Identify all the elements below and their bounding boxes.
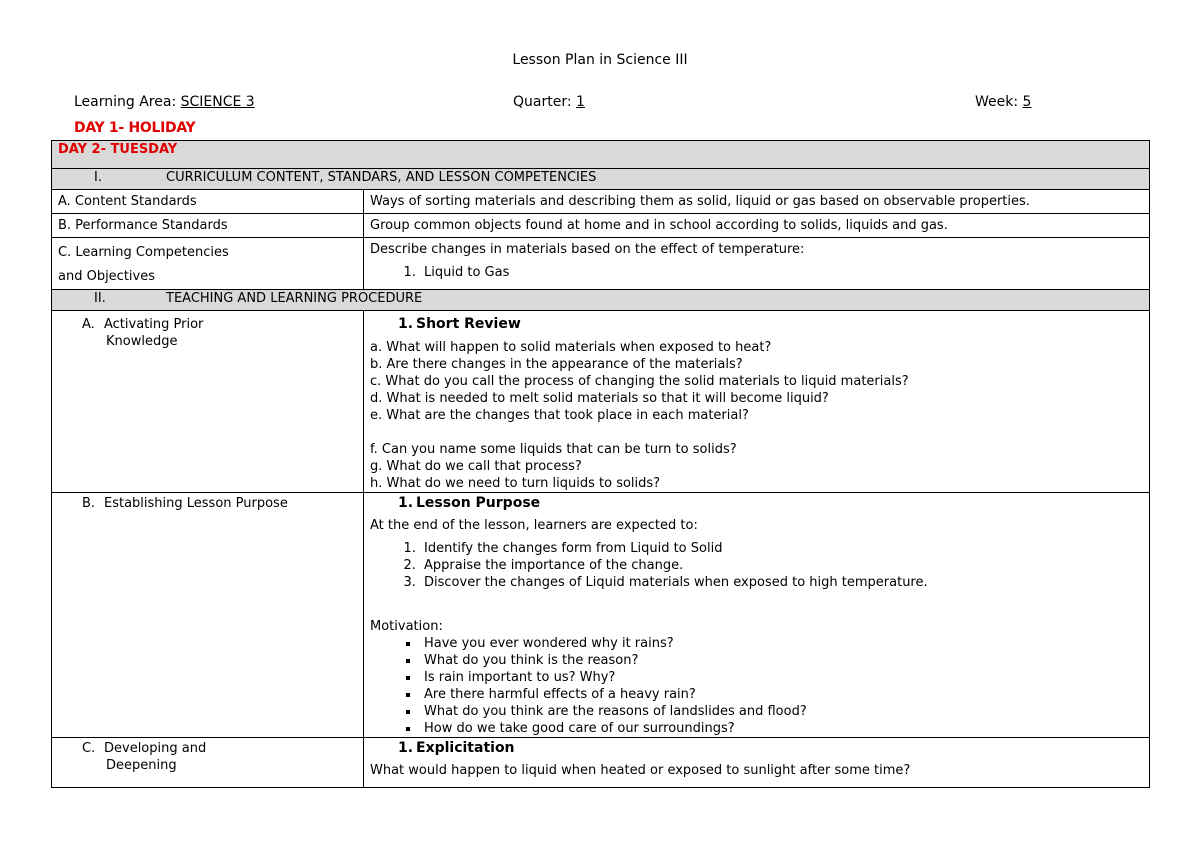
list-item: 1. Identify the changes form from Liquid to Solid xyxy=(420,540,1143,557)
list-item: g. What do we call that process? xyxy=(370,459,582,474)
content-standards-row xyxy=(52,190,1150,214)
developing-content xyxy=(364,738,1150,788)
content-standards-value: Ways of sorting materials and describing them as solid, liquid or gas based on observable properties. xyxy=(364,190,1150,214)
list-item: ▪ What do you think is the reason? xyxy=(420,652,1143,669)
section1-title: CURRICULUM CONTENT, STANDARS, AND LESSON COMPETENCIES xyxy=(166,170,597,185)
list-item: a. What will happen to solid materials when exposed to heat? xyxy=(370,340,772,355)
activating-label xyxy=(52,311,364,493)
list-item: 3. Discover the changes of Liquid materials when exposed to high temperature. xyxy=(420,574,1143,591)
list-item: h. What do we need to turn liquids to solids? xyxy=(370,476,661,491)
lesson-purpose-number: 1. xyxy=(398,495,414,511)
purpose-intro: At the end of the lesson, learners are expected to: xyxy=(370,518,698,533)
activating-row xyxy=(52,311,1150,493)
motivation-label: Motivation: xyxy=(370,619,443,634)
competencies-label-line2: and Objectives xyxy=(58,269,156,284)
lesson-purpose-heading xyxy=(370,495,1143,512)
performance-standards-label: B. Performance Standards xyxy=(52,214,364,238)
learning-area-label: Learning Area: xyxy=(74,94,181,110)
explicitation-heading xyxy=(370,740,1143,757)
list-item: 2. Appraise the importance of the change. xyxy=(420,557,1143,574)
performance-standards-value: Group common objects found at home and in school according to solids, liquids and gas. xyxy=(364,214,1150,238)
list-item: ▪ What do you think are the reasons of landslides and flood? xyxy=(420,703,1143,720)
purpose-row xyxy=(52,493,1150,738)
developing-label-line1: Developing and xyxy=(104,741,207,756)
objectives-list xyxy=(370,540,1143,591)
list-item: ▪ Is rain important to us? Why? xyxy=(420,669,1143,686)
section2-row xyxy=(52,290,1150,311)
list-item: ▪ Are there harmful effects of a heavy rain? xyxy=(420,686,1143,703)
list-item: e. What are the changes that took place in each material? xyxy=(370,408,749,423)
page-title: Lesson Plan in Science III xyxy=(512,52,688,68)
developing-letter: C. xyxy=(82,741,96,756)
list-item: f. Can you name some liquids that can be turn to solids? xyxy=(370,442,737,457)
performance-standards-row xyxy=(52,214,1150,238)
developing-label xyxy=(52,738,364,788)
section1-heading xyxy=(52,169,1150,190)
week xyxy=(975,94,1031,110)
day2-heading: DAY 2- TUESDAY xyxy=(52,141,1150,169)
activating-content xyxy=(364,311,1150,493)
developing-label-line2: Deepening xyxy=(106,758,177,773)
quarter-label: Quarter: xyxy=(513,94,577,110)
short-review-title: Short Review xyxy=(416,316,521,332)
purpose-content xyxy=(364,493,1150,738)
list-item: c. What do you call the process of changing the solid materials to liquid materials? xyxy=(370,374,909,389)
list-item: ▪ How do we take good care of our surroundings? xyxy=(420,720,1143,737)
section2-title: TEACHING AND LEARNING PROCEDURE xyxy=(166,291,423,306)
week-label: Week: xyxy=(975,94,1023,110)
explicitation-title: Explicitation xyxy=(416,740,515,756)
explicitation-number: 1. xyxy=(398,740,414,756)
learning-area xyxy=(74,94,255,110)
content-standards-label: A. Content Standards xyxy=(52,190,364,214)
short-review-number: 1. xyxy=(398,316,414,332)
week-value: 5 xyxy=(1022,94,1032,110)
list-item: d. What is needed to melt solid materials so that it will become liquid? xyxy=(370,391,829,406)
day1-heading: DAY 1- HOLIDAY xyxy=(74,120,196,136)
short-review-heading xyxy=(370,316,1143,333)
developing-row xyxy=(52,738,1150,788)
competencies-text: Describe changes in materials based on the effect of temperature: xyxy=(370,242,805,257)
quarter-value: 1 xyxy=(576,94,585,110)
list-item: ▪ Have you ever wondered why it rains? xyxy=(420,635,1143,652)
purpose-label-text: Establishing Lesson Purpose xyxy=(104,496,288,511)
competencies-label xyxy=(52,238,364,290)
review-questions-part1 xyxy=(370,339,1143,424)
purpose-letter: B. xyxy=(82,496,96,511)
list-item: 1. Liquid to Gas xyxy=(420,264,1143,281)
explicitation-text: What would happen to liquid when heated or exposed to sunlight after some time? xyxy=(370,763,911,778)
competencies-label-line1: C. Learning Competencies xyxy=(58,245,229,260)
section1-row xyxy=(52,169,1150,190)
quarter xyxy=(513,94,585,110)
day2-row xyxy=(52,141,1150,169)
lesson-plan-table xyxy=(51,140,1150,788)
activating-letter: A. xyxy=(82,317,95,332)
section2-heading xyxy=(52,290,1150,311)
lesson-purpose-title: Lesson Purpose xyxy=(416,495,541,511)
review-questions-part2 xyxy=(370,441,1143,492)
section2-number: II. xyxy=(94,291,106,306)
competencies-row xyxy=(52,238,1150,290)
list-item: b. Are there changes in the appearance of the materials? xyxy=(370,357,743,372)
learning-area-value: SCIENCE 3 xyxy=(180,94,255,110)
competencies-list xyxy=(370,264,1143,281)
activating-label-line2: Knowledge xyxy=(106,334,178,349)
purpose-label xyxy=(52,493,364,738)
section1-number: I. xyxy=(94,170,102,185)
activating-label-line1: Activating Prior xyxy=(104,317,204,332)
competencies-value xyxy=(364,238,1150,290)
motivation-list xyxy=(370,635,1143,737)
